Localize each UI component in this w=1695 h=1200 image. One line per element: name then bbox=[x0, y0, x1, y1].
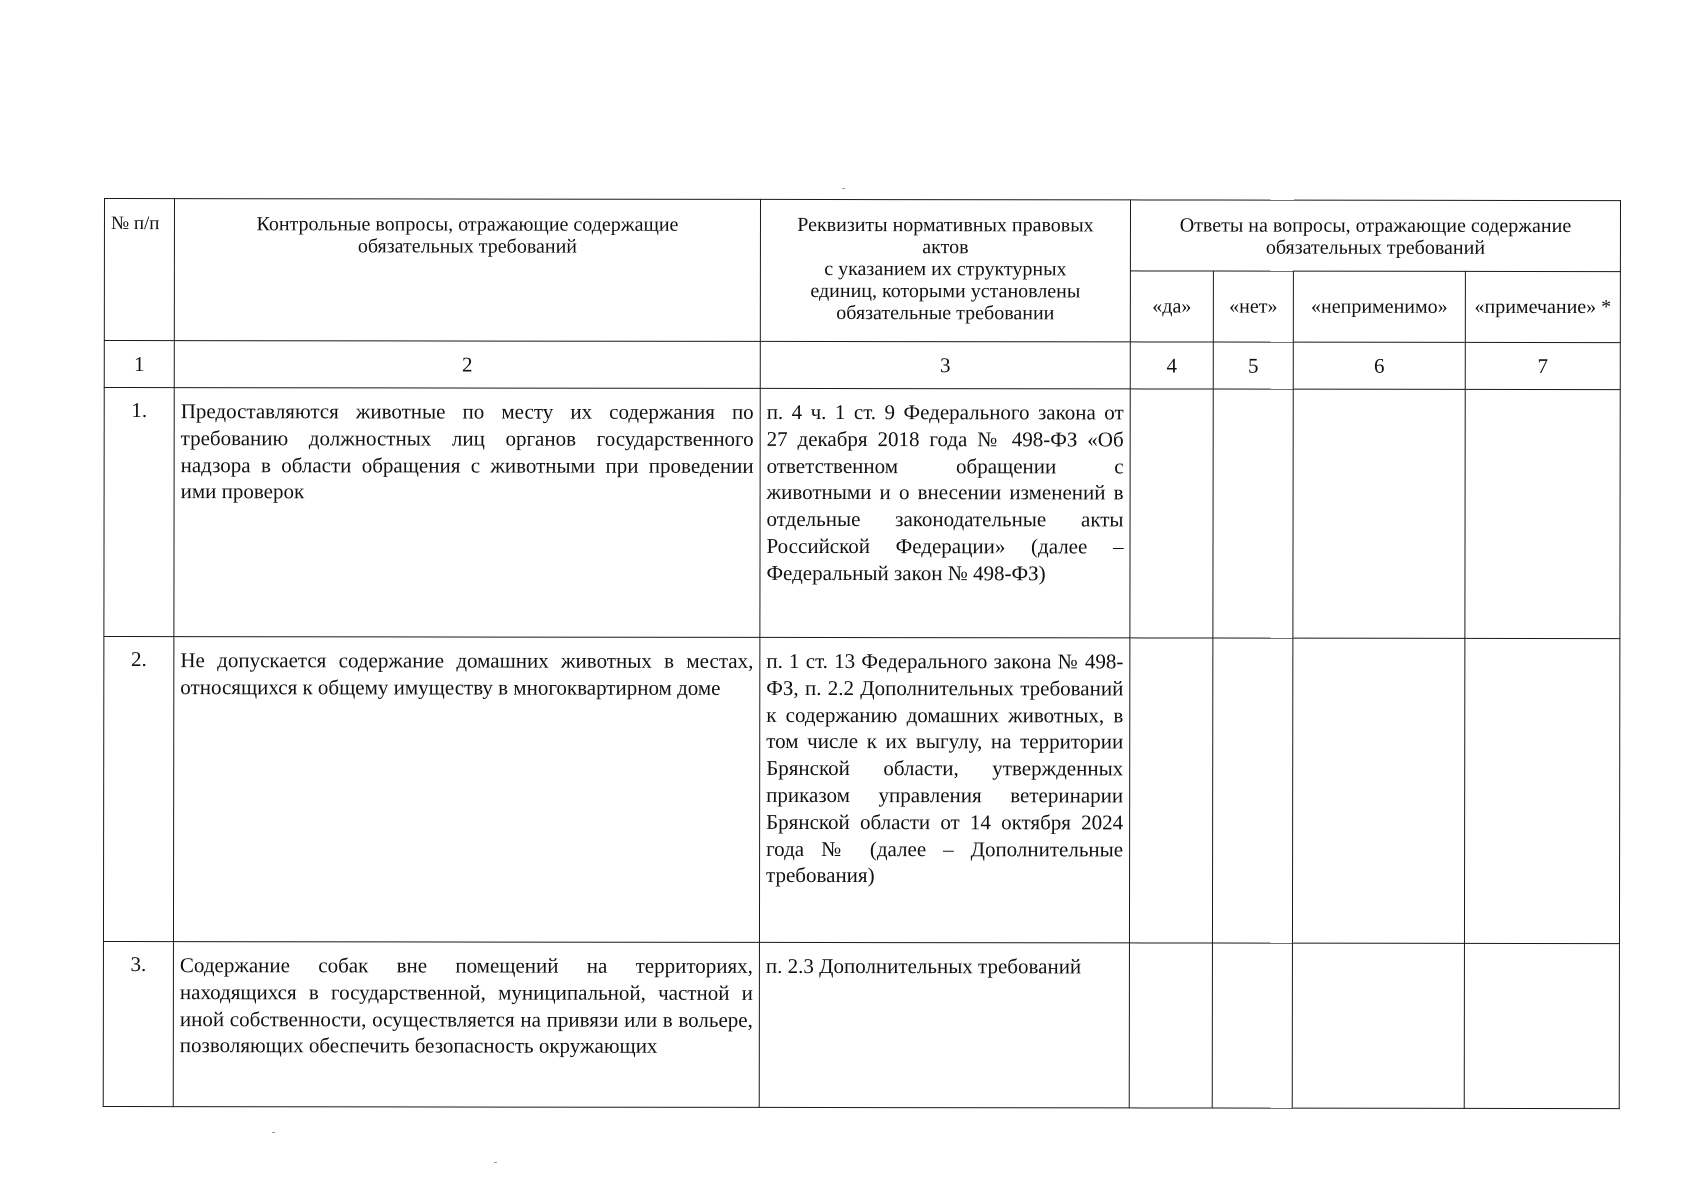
column-number: 7 bbox=[1465, 342, 1620, 389]
column-number: 6 bbox=[1293, 342, 1465, 389]
header-acts bbox=[760, 199, 1130, 342]
header-answers: Ответы на вопросы, отражающие содержание обязательных требований bbox=[1130, 200, 1620, 272]
question-cell: Не допускается содержание домашних животных в местах, относящихся к общему имуществу в многоквартирном доме bbox=[173, 637, 759, 943]
reference-cell: п. 1 ст. 13 Федерального закона № 498-ФЗ, п. 2.2 Дополнительных требований к содержанию домашних животных, в том числе к их выгулу, на территории Брянской области, утвержденных приказом управления ветеринарии Брянской области от 14 октября 2024 года № (далее – Дополнительные требования) bbox=[759, 637, 1129, 943]
row-number: 1. bbox=[104, 388, 174, 637]
scan-speck bbox=[272, 1132, 275, 1133]
question-cell: Содержание собак вне помещений на территориях, находящихся в государственной, муниципальной, частной и иной собственности, осуществляется на привязи или в вольере, позволяющих обеспечить безопасность окружающих bbox=[173, 942, 759, 1108]
question-cell: Предоставляются животные по месту их содержания по требованию должностных лиц органов государственного надзора в области обращения с животными при проведении ими проверок bbox=[174, 388, 760, 638]
header-acts-line: актов bbox=[922, 236, 969, 259]
answer-no-cell[interactable] bbox=[1213, 389, 1293, 638]
column-number: 3 bbox=[760, 341, 1130, 389]
column-number-row bbox=[104, 341, 1620, 390]
header-number: № п/п bbox=[104, 199, 174, 341]
answer-yes-cell[interactable] bbox=[1129, 943, 1212, 1108]
header-acts-line: обязательные требовании bbox=[836, 302, 1055, 325]
table-row bbox=[104, 388, 1620, 639]
answer-not-applicable-cell[interactable] bbox=[1293, 389, 1465, 638]
reference-cell: п. 2.3 Дополнительных требований bbox=[759, 942, 1129, 1108]
table-row bbox=[103, 942, 1619, 1109]
header-acts-line: единиц, которыми установлены bbox=[810, 279, 1081, 303]
column-number: 2 bbox=[174, 341, 760, 389]
column-number: 5 bbox=[1213, 342, 1293, 389]
row-number: 2. bbox=[103, 637, 173, 942]
header-row bbox=[104, 199, 1620, 272]
answer-note-cell[interactable] bbox=[1464, 943, 1619, 1108]
scan-speck bbox=[842, 188, 845, 189]
answer-not-applicable-cell[interactable] bbox=[1292, 638, 1464, 943]
reference-cell: п. 4 ч. 1 ст. 9 Федерального закона от 27 декабря 2018 года № 498-ФЗ «Об ответственном обращении с животными и о внесении изменений в отдельные законодательные акты Российской Федерации» (далее – Федеральный закон № 498-ФЗ) bbox=[760, 388, 1130, 638]
answer-yes-cell[interactable] bbox=[1130, 389, 1213, 638]
answer-no-cell[interactable] bbox=[1212, 638, 1292, 943]
table-row bbox=[103, 637, 1619, 944]
answer-option-note: «примечание» * bbox=[1465, 271, 1620, 342]
answer-not-applicable-cell[interactable] bbox=[1292, 943, 1464, 1108]
answer-option-yes: «да» bbox=[1130, 271, 1213, 342]
column-number: 1 bbox=[104, 341, 174, 388]
answer-yes-cell[interactable] bbox=[1129, 638, 1212, 943]
checklist-table bbox=[103, 198, 1621, 1109]
answer-option-no: «нет» bbox=[1213, 271, 1293, 342]
header-acts-line: с указанием их структурных bbox=[824, 258, 1067, 281]
row-number: 3. bbox=[103, 942, 173, 1107]
scan-speck bbox=[494, 1162, 497, 1163]
column-number: 4 bbox=[1130, 342, 1213, 389]
answer-note-cell[interactable] bbox=[1464, 638, 1619, 943]
answer-option-not-applicable: «неприменимо» bbox=[1293, 271, 1465, 342]
answer-no-cell[interactable] bbox=[1212, 943, 1292, 1108]
header-acts-line: Реквизиты нормативных правовых bbox=[797, 213, 1094, 237]
answer-note-cell[interactable] bbox=[1465, 389, 1620, 638]
header-questions: Контрольные вопросы, отражающие содержащие обязательных требований bbox=[174, 199, 760, 342]
